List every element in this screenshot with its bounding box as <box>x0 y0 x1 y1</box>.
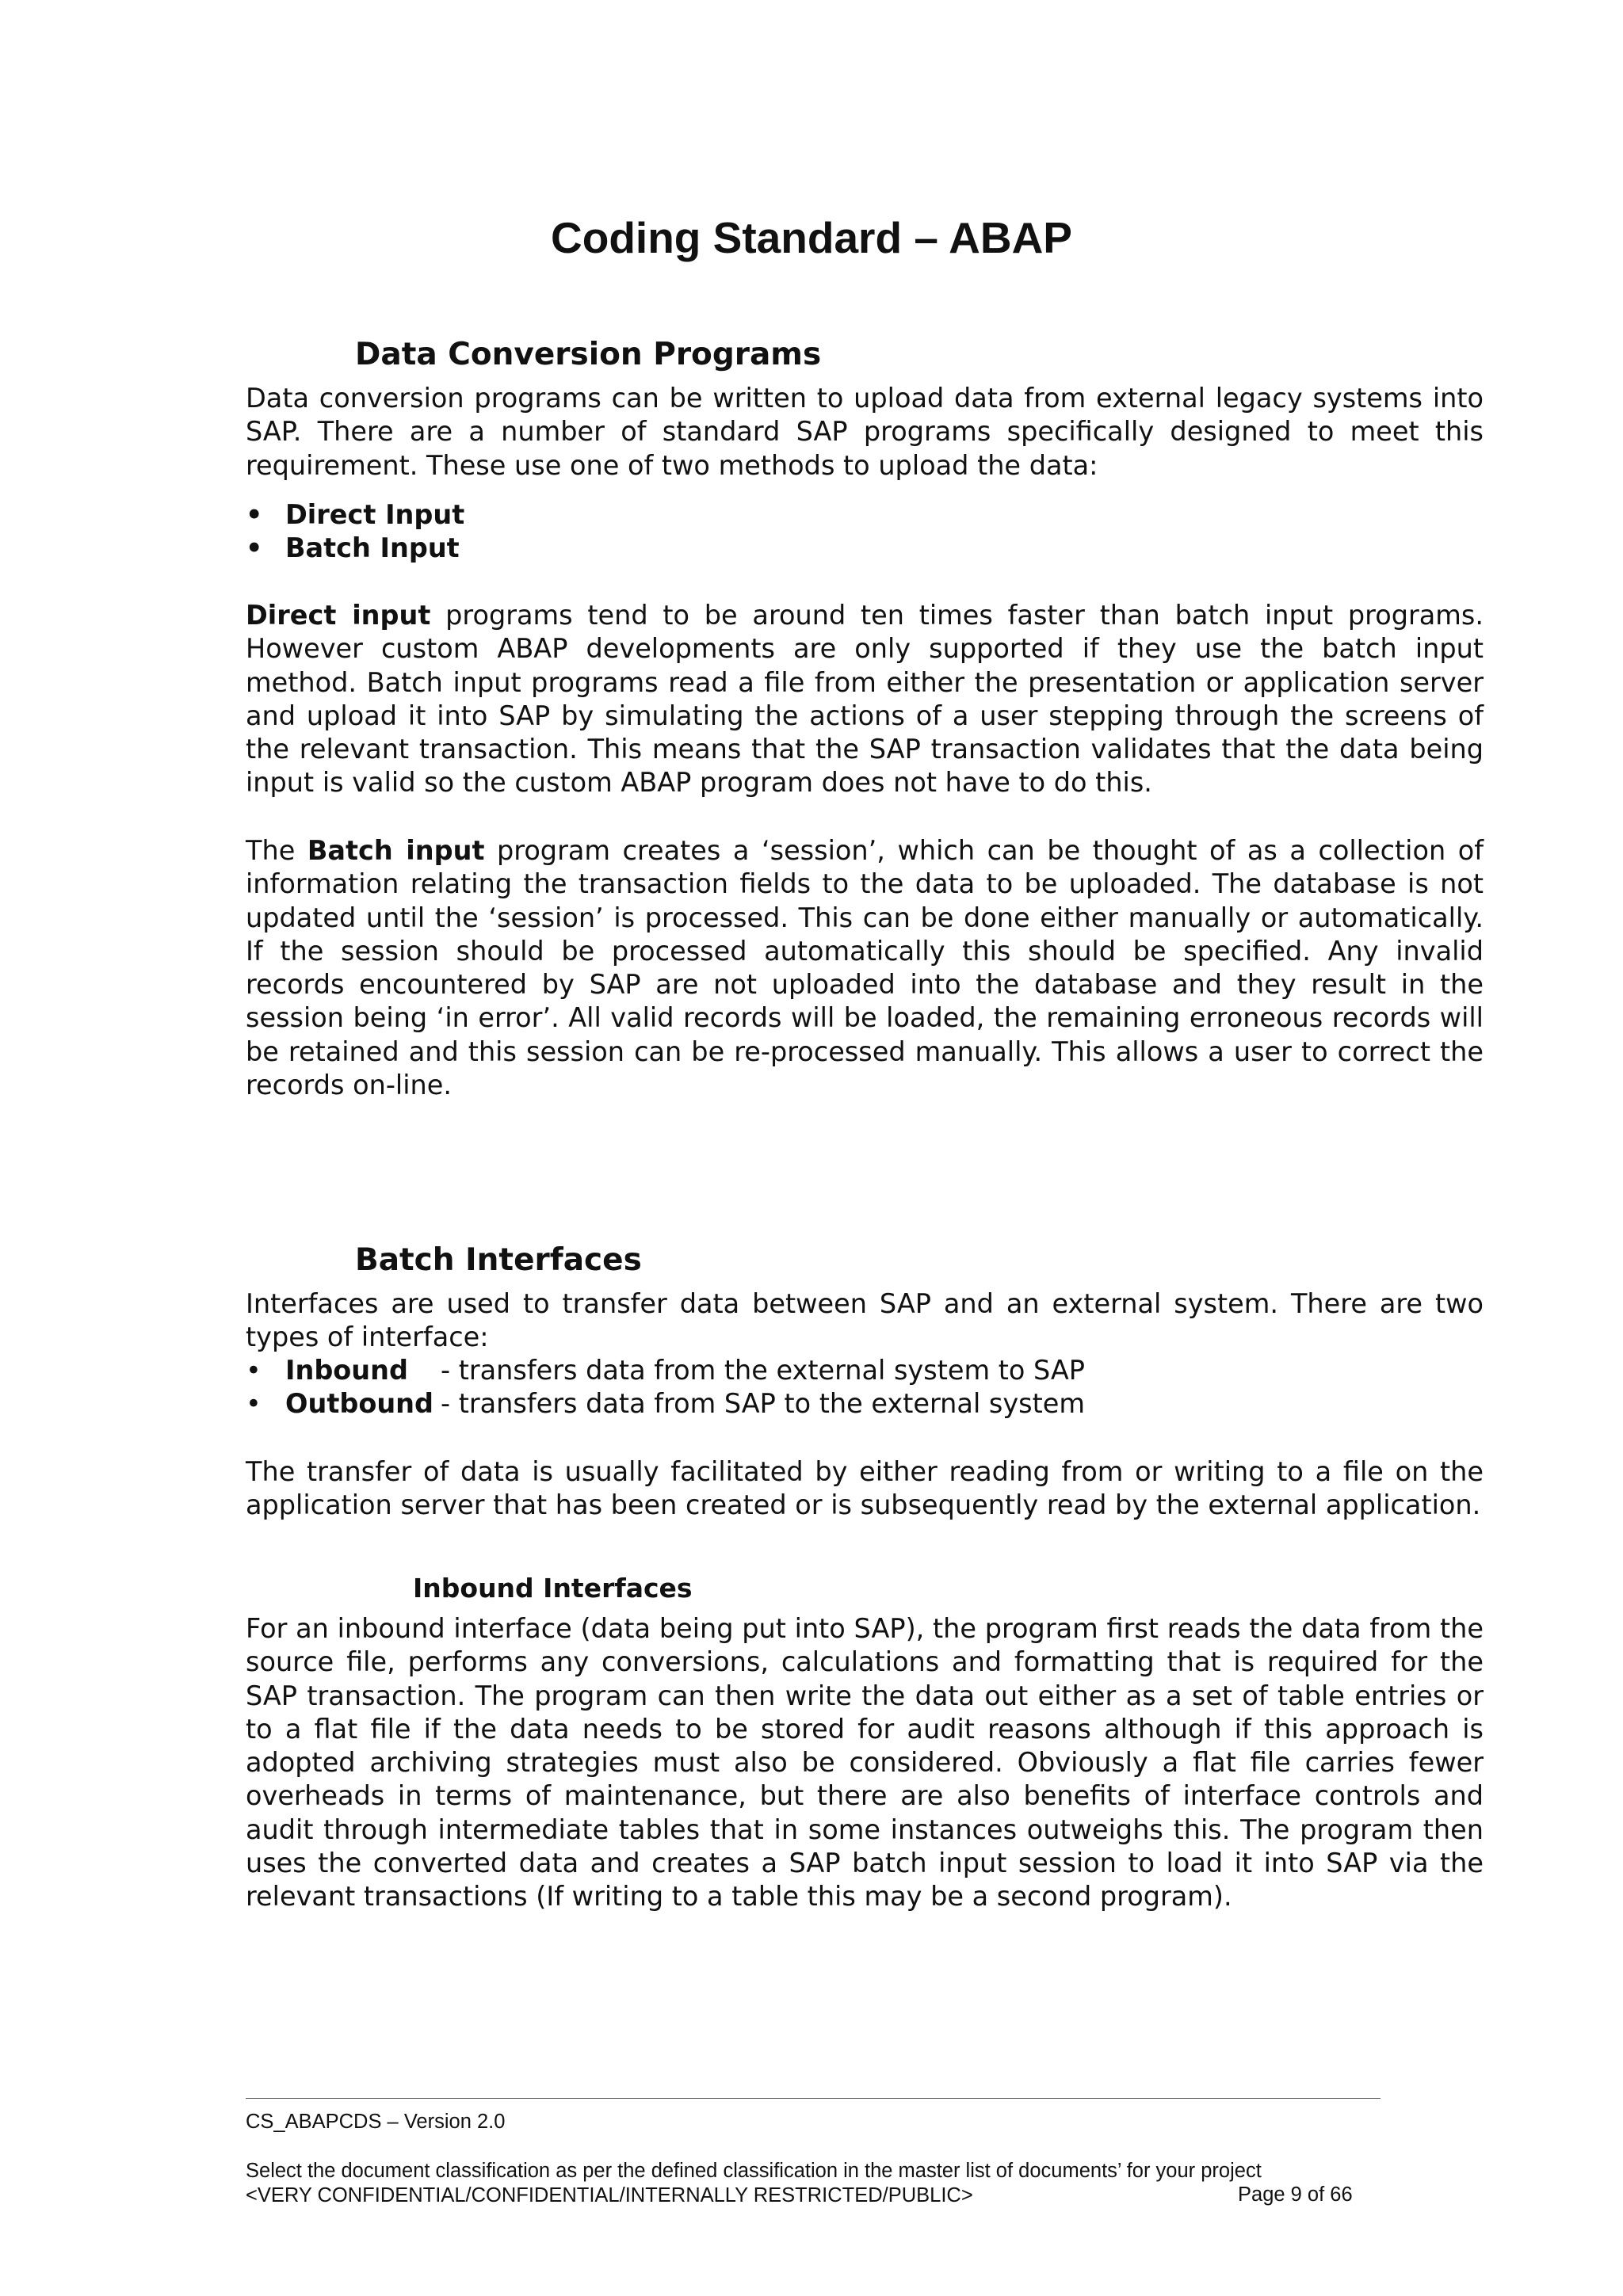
list-item: • Direct Input <box>246 498 1484 532</box>
interface-types-list <box>246 1354 1484 1421</box>
interface-type-desc: - transfers data from the external system to SAP <box>441 1355 1086 1386</box>
footer-version: CS_ABAPCDS – Version 2.0 <box>246 2111 506 2133</box>
footer-classification-options: <VERY CONFIDENTIAL/CONFIDENTIAL/INTERNALLY RESTRICTED/PUBLIC> <box>246 2184 973 2206</box>
document-title: Coding Standard – ABAP <box>551 213 1072 262</box>
batch-input-paragraph <box>246 834 1484 1102</box>
footer-classification-note: Select the document classification as per the defined classification in the master list of documents’ for your project <box>246 2160 1262 2182</box>
inbound-paragraph: For an inbound interface (data being put into SAP), the program first reads the data from the source file, performs any conversions, calculations and formatting that is required for the SAP transaction. The program can then write the data out either as a set of table entries or to a flat file if the data needs to be stored for audit reasons although if this approach is adopted archiving strategies must also be considered. Obviously a flat file carries fewer overheads in terms of maintenance, but there are also benefits of interface controls and audit through intermediate tables that in some instances outweighs this. The program then uses the converted data and creates a SAP batch input session to load it into SAP via the relevant transactions (If writing to a table this may be a second program). <box>246 1613 1484 1913</box>
transfer-paragraph: The transfer of data is usually facilitated by either reading from or writing to a file on the application server that has been created or is subsequently read by the external application. <box>246 1456 1484 1521</box>
direct-input-text: programs tend to be around ten times faster than batch input programs. However custom ABAP developments are only supported if they use the batch input method. Batch input programs read a file from either the presentation or application server and upload it into SAP by simulating the actions of a user stepping through the screens of the relevant transaction. This means that the SAP transaction validates that the data being input is valid so the custom ABAP program does not have to do this. <box>246 600 1484 799</box>
upload-methods-list <box>246 498 1484 566</box>
direct-input-paragraph <box>246 599 1484 800</box>
interface-type-term: Inbound <box>285 1355 408 1386</box>
footer-page-number: Page 9 of 66 <box>1238 2183 1353 2206</box>
section-heading-batch-interfaces: Batch Interfaces <box>355 1242 642 1278</box>
batch-interfaces-intro: Interfaces are used to transfer data between SAP and an external system. There are two types of interface: <box>246 1288 1484 1353</box>
interface-type-desc: - transfers data from SAP to the external system <box>441 1388 1086 1420</box>
footer-divider <box>246 2098 1381 2099</box>
direct-input-term: Direct input <box>246 600 431 631</box>
data-conversion-intro: Data conversion programs can be written to upload data from external legacy systems into SAP. There are a number of standard SAP programs specifically designed to meet this requirement. These use one of two methods to upload the data: <box>246 383 1484 481</box>
batch-input-text: program creates a ‘session’, which can be thought of as a collection of information relating the transaction fields to the data to be uploaded. The database is not updated until the ‘session’ is processed. This can be done either manually or automatically. If the session should be processed automatically this should be specified. Any invalid records encountered by SAP are not uploaded into the database and they result in the session being ‘in error’. All valid records will be loaded, the remaining erroneous records will be retained and this session can be re-processed manually. This allows a user to correct the records on-line. <box>246 835 1484 1101</box>
interface-type-term: Outbound <box>285 1388 434 1420</box>
section-heading-data-conversion: Data Conversion Programs <box>355 337 822 372</box>
batch-input-pre: The <box>246 835 307 866</box>
batch-input-term: Batch input <box>307 835 485 866</box>
subsection-heading-inbound: Inbound Interfaces <box>413 1573 693 1604</box>
list-item: • Batch Input <box>246 532 1484 565</box>
list-item <box>246 1354 1484 1387</box>
list-item <box>246 1387 1484 1421</box>
